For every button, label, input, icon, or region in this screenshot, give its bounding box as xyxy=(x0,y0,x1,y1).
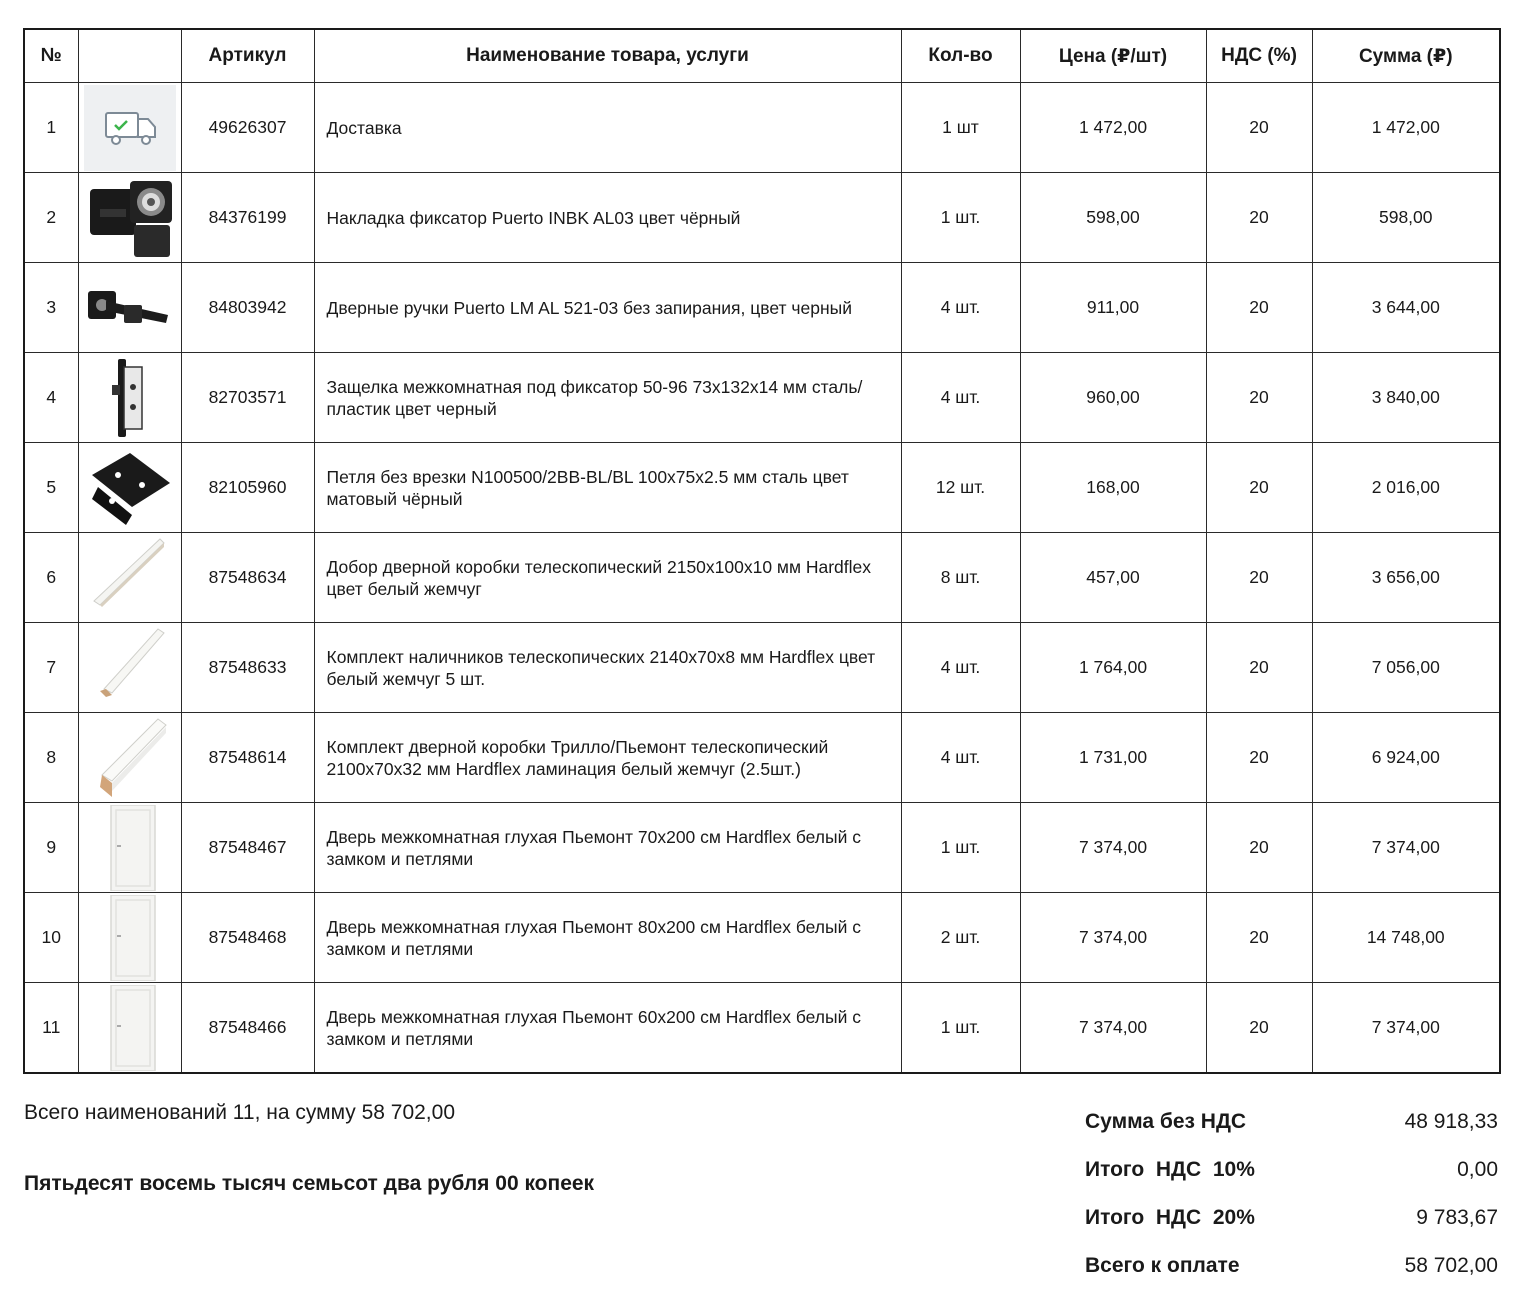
product-image xyxy=(78,623,181,713)
row-name: Накладка фиксатор Puerto INBK AL03 цвет чёрный xyxy=(314,173,901,263)
row-sum: 3 840,00 xyxy=(1312,353,1500,443)
row-sum: 3 656,00 xyxy=(1312,533,1500,623)
row-sum: 2 016,00 xyxy=(1312,443,1500,533)
product-image xyxy=(78,983,181,1074)
footer-left xyxy=(24,1101,594,1196)
door-handle-icon xyxy=(79,265,181,351)
interior-door-icon xyxy=(79,895,181,981)
row-sum: 6 924,00 xyxy=(1312,713,1500,803)
row-vat: 20 xyxy=(1206,353,1312,443)
product-image xyxy=(78,83,181,173)
row-sum: 3 644,00 xyxy=(1312,263,1500,353)
row-num: 5 xyxy=(24,443,78,533)
row-num: 7 xyxy=(24,623,78,713)
row-sum: 7 374,00 xyxy=(1312,983,1500,1074)
row-price: 960,00 xyxy=(1020,353,1206,443)
row-num: 9 xyxy=(24,803,78,893)
row-num: 2 xyxy=(24,173,78,263)
row-sum: 1 472,00 xyxy=(1312,83,1500,173)
door-extension-board-icon xyxy=(79,535,181,621)
row-vat: 20 xyxy=(1206,803,1312,893)
table-row xyxy=(24,803,1500,893)
row-num: 8 xyxy=(24,713,78,803)
row-num: 4 xyxy=(24,353,78,443)
row-sku: 87548633 xyxy=(181,623,314,713)
row-qty: 4 шт. xyxy=(901,713,1020,803)
row-name: Дверь межкомнатная глухая Пьемонт 70x200 см Hardflex белый с замком и петлями xyxy=(314,803,901,893)
row-name: Защелка межкомнатная под фиксатор 50-96 73x132x14 мм сталь/пластик цвет черный xyxy=(314,353,901,443)
table-header-row xyxy=(24,29,1500,83)
row-name: Дверные ручки Puerto LM AL 521-03 без запирания, цвет черный xyxy=(314,263,901,353)
row-price: 168,00 xyxy=(1020,443,1206,533)
header-sum: Сумма (₽) xyxy=(1312,29,1500,83)
row-price: 457,00 xyxy=(1020,533,1206,623)
row-sum: 7 056,00 xyxy=(1312,623,1500,713)
table-row xyxy=(24,173,1500,263)
row-num: 10 xyxy=(24,893,78,983)
total-value: 0,00 xyxy=(1457,1158,1498,1181)
interior-door-icon xyxy=(79,805,181,891)
row-price: 911,00 xyxy=(1020,263,1206,353)
total-value: 58 702,00 xyxy=(1404,1254,1498,1277)
row-vat: 20 xyxy=(1206,713,1312,803)
row-sku: 49626307 xyxy=(181,83,314,173)
row-price: 1 731,00 xyxy=(1020,713,1206,803)
row-num: 6 xyxy=(24,533,78,623)
items-summary: Всего наименований 11, на сумму 58 702,00 xyxy=(24,1101,456,1124)
row-qty: 12 шт. xyxy=(901,443,1020,533)
product-image xyxy=(78,713,181,803)
row-name: Комплект дверной коробки Трилло/Пьемонт телескопический 2100x70x32 мм Hardflex ламинация белый жемчуг (2.5шт.) xyxy=(314,713,901,803)
total-row-grand xyxy=(1085,1242,1498,1290)
row-num: 11 xyxy=(24,983,78,1074)
row-qty: 8 шт. xyxy=(901,533,1020,623)
door-lock-rosette-icon xyxy=(79,175,181,261)
row-name: Доставка xyxy=(314,83,901,173)
interior-door-icon xyxy=(79,985,181,1071)
row-vat: 20 xyxy=(1206,533,1312,623)
table-row xyxy=(24,893,1500,983)
row-qty: 4 шт. xyxy=(901,353,1020,443)
total-value: 48 918,33 xyxy=(1404,1110,1498,1133)
product-image xyxy=(78,803,181,893)
door-hinge-icon xyxy=(79,445,181,531)
total-row-net xyxy=(1085,1098,1498,1146)
row-qty: 2 шт. xyxy=(901,893,1020,983)
row-price: 7 374,00 xyxy=(1020,893,1206,983)
total-value: 9 783,67 xyxy=(1416,1206,1498,1229)
row-sum: 7 374,00 xyxy=(1312,803,1500,893)
row-vat: 20 xyxy=(1206,623,1312,713)
invoice-items-table xyxy=(23,28,1501,1074)
row-qty: 1 шт. xyxy=(901,803,1020,893)
total-label: Сумма без НДС xyxy=(1085,1110,1247,1133)
row-qty: 4 шт. xyxy=(901,263,1020,353)
row-vat: 20 xyxy=(1206,263,1312,353)
table-row xyxy=(24,83,1500,173)
table-row xyxy=(24,533,1500,623)
total-row-vat20 xyxy=(1085,1194,1498,1242)
row-sku: 87548468 xyxy=(181,893,314,983)
row-vat: 20 xyxy=(1206,173,1312,263)
header-sku: Артикул xyxy=(181,29,314,83)
totals-block xyxy=(1085,1098,1498,1290)
table-row xyxy=(24,443,1500,533)
row-vat: 20 xyxy=(1206,83,1312,173)
row-qty: 4 шт. xyxy=(901,623,1020,713)
door-latch-icon xyxy=(79,355,181,441)
product-image xyxy=(78,353,181,443)
door-frame-icon xyxy=(79,715,181,801)
row-sku: 87548466 xyxy=(181,983,314,1074)
total-row-vat10 xyxy=(1085,1146,1498,1194)
header-image xyxy=(78,29,181,83)
row-qty: 1 шт. xyxy=(901,983,1020,1074)
product-image xyxy=(78,443,181,533)
row-sku: 87548467 xyxy=(181,803,314,893)
row-sku: 84803942 xyxy=(181,263,314,353)
row-name: Дверь межкомнатная глухая Пьемонт 80x200 см Hardflex белый с замком и петлями xyxy=(314,893,901,983)
row-name: Дверь межкомнатная глухая Пьемонт 60x200 см Hardflex белый с замком и петлями xyxy=(314,983,901,1074)
door-trim-icon xyxy=(79,625,181,711)
row-sku: 82703571 xyxy=(181,353,314,443)
total-label: Итого НДС 10% xyxy=(1085,1158,1255,1181)
row-name: Петля без врезки N100500/2BB-BL/BL 100x75x2.5 мм сталь цвет матовый чёрный xyxy=(314,443,901,533)
row-price: 1 472,00 xyxy=(1020,83,1206,173)
product-image xyxy=(78,893,181,983)
row-name: Добор дверной коробки телескопический 2150x100x10 мм Hardflex цвет белый жемчуг xyxy=(314,533,901,623)
row-vat: 20 xyxy=(1206,893,1312,983)
row-vat: 20 xyxy=(1206,443,1312,533)
row-sum: 14 748,00 xyxy=(1312,893,1500,983)
row-sum: 598,00 xyxy=(1312,173,1500,263)
delivery-truck-icon xyxy=(79,85,181,171)
table-row xyxy=(24,263,1500,353)
row-qty: 1 шт xyxy=(901,83,1020,173)
row-name: Комплект наличников телескопических 2140x70x8 мм Hardflex цвет белый жемчуг 5 шт. xyxy=(314,623,901,713)
product-image xyxy=(78,533,181,623)
header-num: № xyxy=(24,29,78,83)
table-row xyxy=(24,713,1500,803)
row-price: 598,00 xyxy=(1020,173,1206,263)
total-label: Итого НДС 20% xyxy=(1085,1206,1255,1229)
row-sku: 84376199 xyxy=(181,173,314,263)
amount-in-words: Пятьдесят восемь тысяч семьсот два рубля 00 копеек xyxy=(24,1172,595,1195)
table-row xyxy=(24,353,1500,443)
product-image xyxy=(78,263,181,353)
header-vat: НДС (%) xyxy=(1206,29,1312,83)
row-sku: 87548614 xyxy=(181,713,314,803)
header-qty: Кол-во xyxy=(901,29,1020,83)
row-vat: 20 xyxy=(1206,983,1312,1074)
table-row xyxy=(24,983,1500,1074)
header-name: Наименование товара, услуги xyxy=(314,29,901,83)
row-num: 1 xyxy=(24,83,78,173)
total-label: Всего к оплате xyxy=(1085,1254,1240,1277)
row-price: 1 764,00 xyxy=(1020,623,1206,713)
header-price: Цена (₽/шт) xyxy=(1020,29,1206,83)
row-qty: 1 шт. xyxy=(901,173,1020,263)
product-image xyxy=(78,173,181,263)
row-sku: 82105960 xyxy=(181,443,314,533)
row-price: 7 374,00 xyxy=(1020,983,1206,1074)
row-price: 7 374,00 xyxy=(1020,803,1206,893)
table-row xyxy=(24,623,1500,713)
row-sku: 87548634 xyxy=(181,533,314,623)
row-num: 3 xyxy=(24,263,78,353)
